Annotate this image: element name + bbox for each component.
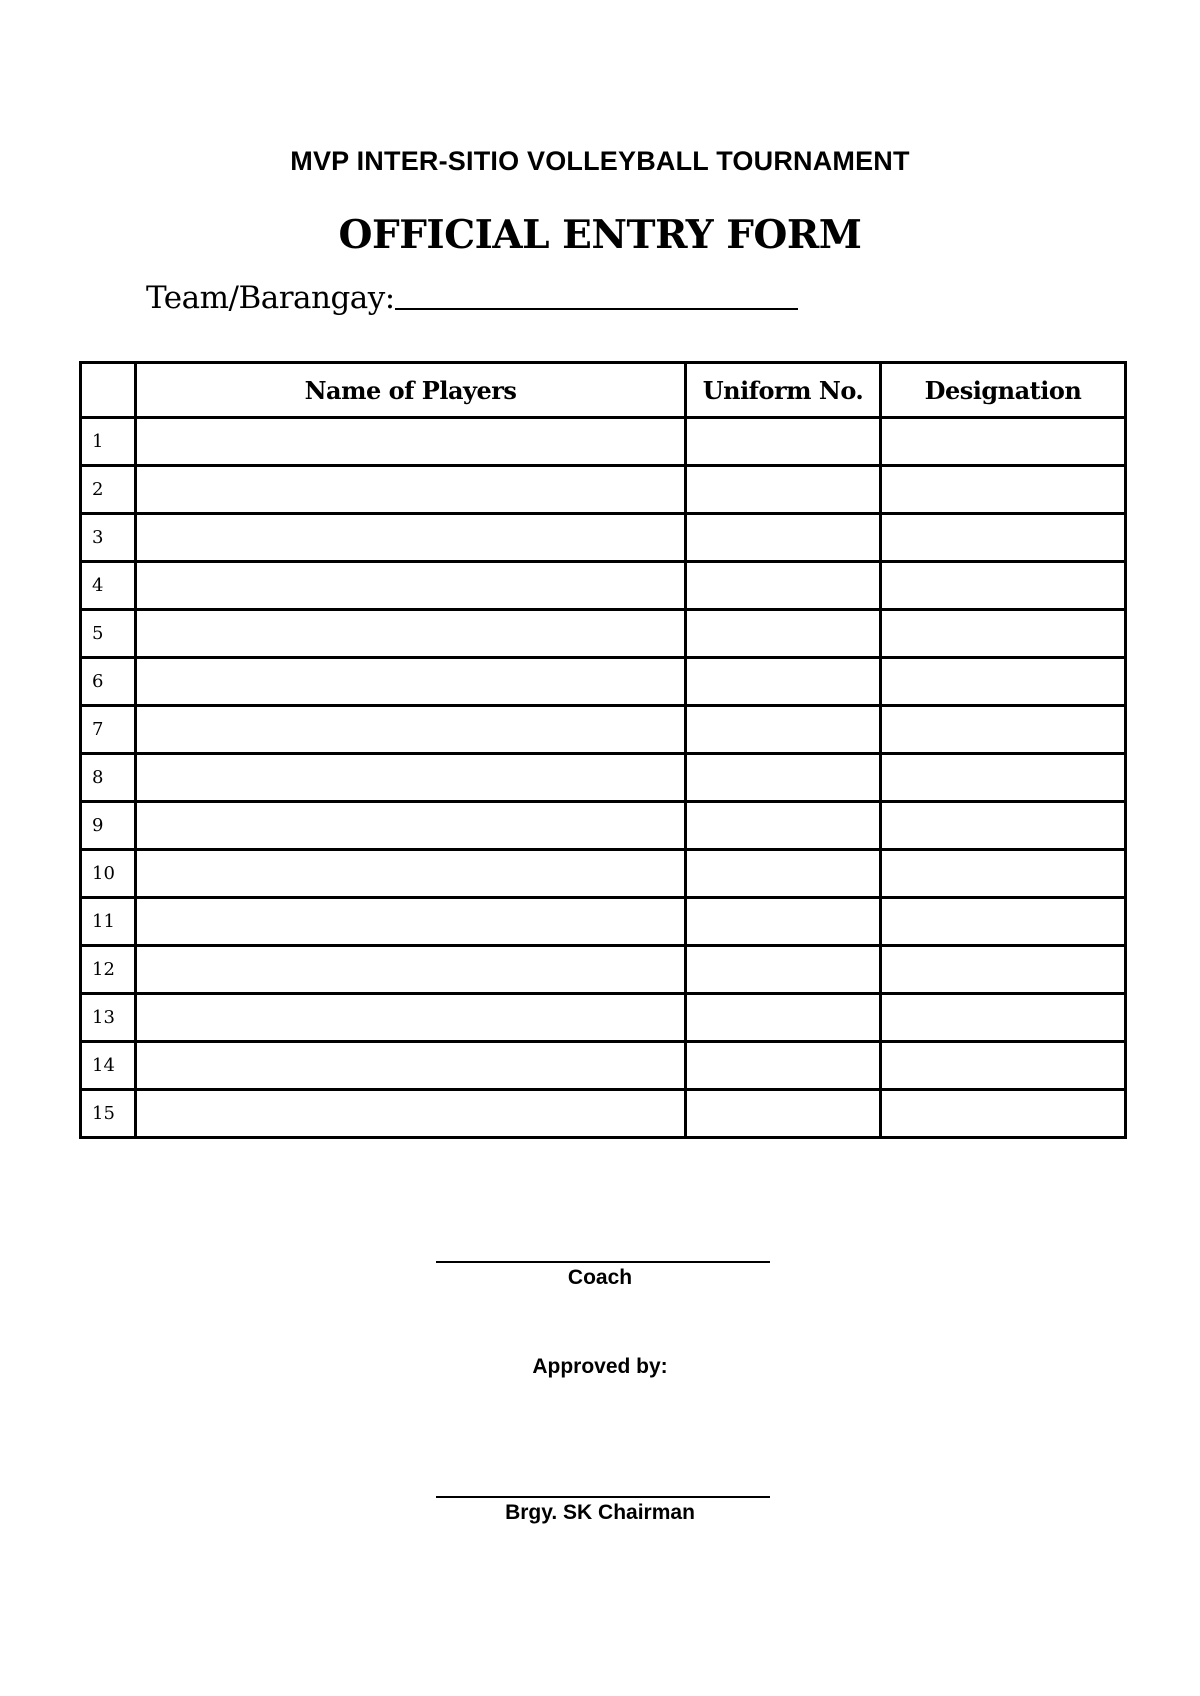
player-name-cell[interactable]: [136, 514, 686, 562]
table-row: [81, 658, 1126, 706]
row-number: 3: [81, 514, 136, 562]
row-number: 12: [81, 946, 136, 994]
designation-cell[interactable]: [881, 610, 1126, 658]
row-number: 8: [81, 754, 136, 802]
designation-cell[interactable]: [881, 994, 1126, 1042]
table-row: [81, 850, 1126, 898]
designation-cell[interactable]: [881, 754, 1126, 802]
uniform-number-cell[interactable]: [686, 658, 881, 706]
player-name-cell[interactable]: [136, 898, 686, 946]
table-row: [81, 418, 1126, 466]
designation-cell[interactable]: [881, 898, 1126, 946]
player-name-cell[interactable]: [136, 562, 686, 610]
designation-cell[interactable]: [881, 1042, 1126, 1090]
coach-signature-line[interactable]: [436, 1261, 770, 1263]
uniform-number-cell[interactable]: [686, 946, 881, 994]
row-number: 4: [81, 562, 136, 610]
uniform-number-cell[interactable]: [686, 754, 881, 802]
uniform-number-cell[interactable]: [686, 562, 881, 610]
row-number: 10: [81, 850, 136, 898]
row-number: 13: [81, 994, 136, 1042]
player-name-cell[interactable]: [136, 802, 686, 850]
table-row: [81, 1042, 1126, 1090]
designation-cell[interactable]: [881, 1090, 1126, 1138]
tournament-title: MVP INTER-SITIO VOLLEYBALL TOURNAMENT: [290, 146, 910, 176]
row-number: 11: [81, 898, 136, 946]
player-name-cell[interactable]: [136, 946, 686, 994]
designation-cell[interactable]: [881, 850, 1126, 898]
table-row: [81, 802, 1126, 850]
row-number: 9: [81, 802, 136, 850]
player-name-cell[interactable]: [136, 658, 686, 706]
designation-cell[interactable]: [881, 466, 1126, 514]
player-name-cell[interactable]: [136, 754, 686, 802]
table-header-row: [81, 363, 1126, 418]
table-row: [81, 898, 1126, 946]
uniform-number-cell[interactable]: [686, 514, 881, 562]
uniform-number-cell[interactable]: [686, 994, 881, 1042]
table-row: [81, 562, 1126, 610]
player-name-cell[interactable]: [136, 610, 686, 658]
designation-cell[interactable]: [881, 946, 1126, 994]
coach-label: Coach: [567, 1266, 633, 1289]
player-name-cell[interactable]: [136, 850, 686, 898]
player-name-cell[interactable]: [136, 994, 686, 1042]
table-row: [81, 514, 1126, 562]
uniform-number-cell[interactable]: [686, 706, 881, 754]
table-row: [81, 706, 1126, 754]
uniform-number-cell[interactable]: [686, 802, 881, 850]
row-number: 7: [81, 706, 136, 754]
designation-cell[interactable]: [881, 418, 1126, 466]
table-row: [81, 994, 1126, 1042]
row-number: 5: [81, 610, 136, 658]
designation-cell[interactable]: [881, 706, 1126, 754]
designation-cell[interactable]: [881, 802, 1126, 850]
uniform-number-cell[interactable]: [686, 610, 881, 658]
row-number: 1: [81, 418, 136, 466]
player-name-cell[interactable]: [136, 706, 686, 754]
players-table: [79, 361, 1127, 1139]
chairman-signature-line[interactable]: [436, 1496, 770, 1498]
uniform-number-cell[interactable]: [686, 418, 881, 466]
uniform-number-cell[interactable]: [686, 466, 881, 514]
column-header-name: Name of Players: [136, 363, 686, 418]
designation-cell[interactable]: [881, 658, 1126, 706]
uniform-number-cell[interactable]: [686, 1090, 881, 1138]
designation-cell[interactable]: [881, 514, 1126, 562]
player-name-cell[interactable]: [136, 418, 686, 466]
team-field: [146, 272, 798, 316]
player-name-cell[interactable]: [136, 466, 686, 514]
row-number: 15: [81, 1090, 136, 1138]
table-row: [81, 1090, 1126, 1138]
table-row: [81, 946, 1126, 994]
column-header-designation: Designation: [881, 363, 1126, 418]
chairman-label: Brgy. SK Chairman: [505, 1501, 695, 1524]
uniform-number-cell[interactable]: [686, 850, 881, 898]
row-number: 6: [81, 658, 136, 706]
approved-by-label: Approved by:: [532, 1355, 668, 1378]
column-header-uniform: Uniform No.: [686, 363, 881, 418]
table-row: [81, 610, 1126, 658]
team-input-line[interactable]: [395, 308, 798, 310]
designation-cell[interactable]: [881, 562, 1126, 610]
player-name-cell[interactable]: [136, 1090, 686, 1138]
form-title: OFFICIAL ENTRY FORM: [338, 212, 862, 258]
player-name-cell[interactable]: [136, 1042, 686, 1090]
team-label: Team/Barangay:: [146, 280, 395, 316]
column-header-number: [81, 363, 136, 418]
uniform-number-cell[interactable]: [686, 1042, 881, 1090]
uniform-number-cell[interactable]: [686, 898, 881, 946]
row-number: 14: [81, 1042, 136, 1090]
row-number: 2: [81, 466, 136, 514]
table-row: [81, 754, 1126, 802]
table-row: [81, 466, 1126, 514]
